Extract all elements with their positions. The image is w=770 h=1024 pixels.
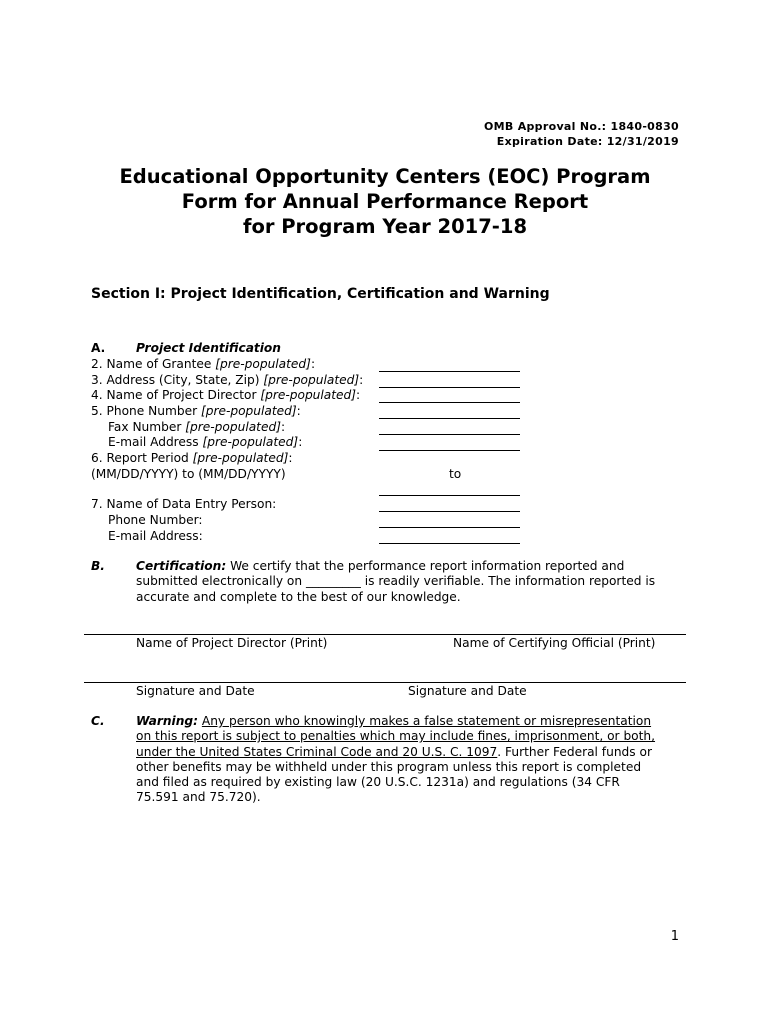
report-period-label: 6. Report Period [pre-populated]:	[91, 451, 293, 465]
official-print-label: Name of Certifying Official (Print)	[453, 636, 656, 650]
section-heading: Section I: Project Identification, Certification and Warning	[91, 286, 550, 302]
project-director-label: 4. Name of Project Director [pre-populated]:	[91, 388, 361, 402]
print-name-signature-line[interactable]	[84, 634, 686, 635]
address-label: 3. Address (City, State, Zip) [pre-populated]:	[91, 373, 364, 387]
data-entry-person-field[interactable]	[379, 511, 520, 512]
part-c-letter: C.	[91, 714, 105, 728]
email-address-label: E-mail Address [pre-populated]:	[108, 435, 303, 449]
part-a-letter: A.	[91, 341, 106, 355]
grantee-name-field[interactable]	[379, 371, 520, 372]
page-number: 1	[670, 929, 679, 944]
phone-number-field[interactable]	[379, 418, 520, 419]
signature-date-line[interactable]	[84, 682, 686, 683]
data-entry-phone-label: Phone Number:	[108, 513, 203, 527]
omb-approval-number: OMB Approval No.: 1840-0830	[483, 120, 679, 133]
address-field[interactable]	[379, 387, 520, 388]
report-period-field[interactable]	[379, 495, 520, 496]
certification-heading: Certification:	[136, 559, 227, 573]
phone-number-label: 5. Phone Number [pre-populated]:	[91, 404, 301, 418]
report-period-to: to	[449, 467, 462, 481]
signature-date-label-2: Signature and Date	[408, 684, 527, 698]
document-title-line-3: for Program Year 2017-18	[242, 215, 528, 238]
director-print-label: Name of Project Director (Print)	[136, 636, 328, 650]
data-entry-person-label: 7. Name of Data Entry Person:	[91, 497, 277, 511]
data-entry-email-label: E-mail Address:	[108, 529, 203, 543]
expiration-date: Expiration Date: 12/31/2019	[496, 135, 679, 148]
email-address-field[interactable]	[379, 450, 520, 451]
warning-heading: Warning:	[136, 714, 198, 728]
certification-paragraph: Certification: We certify that the performance report information reported and submitted electronically on _________ is readily verifiable. The information reported is accurate and complete to the best of our knowledge.	[136, 559, 656, 604]
project-director-field[interactable]	[379, 402, 520, 403]
fax-number-label: Fax Number [pre-populated]:	[108, 420, 286, 434]
data-entry-email-field[interactable]	[379, 543, 520, 544]
part-a-heading: Project Identification	[136, 341, 281, 355]
document-title-line-1: Educational Opportunity Centers (EOC) Program	[119, 165, 651, 188]
report-period-format: (MM/DD/YYYY) to (MM/DD/YYYY)	[91, 467, 286, 481]
data-entry-phone-field[interactable]	[379, 527, 520, 528]
part-b-letter: B.	[91, 559, 105, 573]
signature-date-label-1: Signature and Date	[136, 684, 255, 698]
fax-number-field[interactable]	[379, 434, 520, 435]
warning-paragraph: Warning: Any person who knowingly makes a false statement or misrepresentation on this report is subject to penalties which may include fines, imprisonment, or both, under the United States Criminal Code and 20 U.S. C. 1097. Further Federal funds or other benefits may be withheld under this program unless this report is completed and filed as required by existing law (20 U.S.C. 1231a) and regulations (34 CFR 75.591 and 75.720).	[136, 714, 656, 805]
document-title-line-2: Form for Annual Performance Report	[181, 190, 589, 213]
grantee-name-label: 2. Name of Grantee [pre-populated]:	[91, 357, 316, 371]
